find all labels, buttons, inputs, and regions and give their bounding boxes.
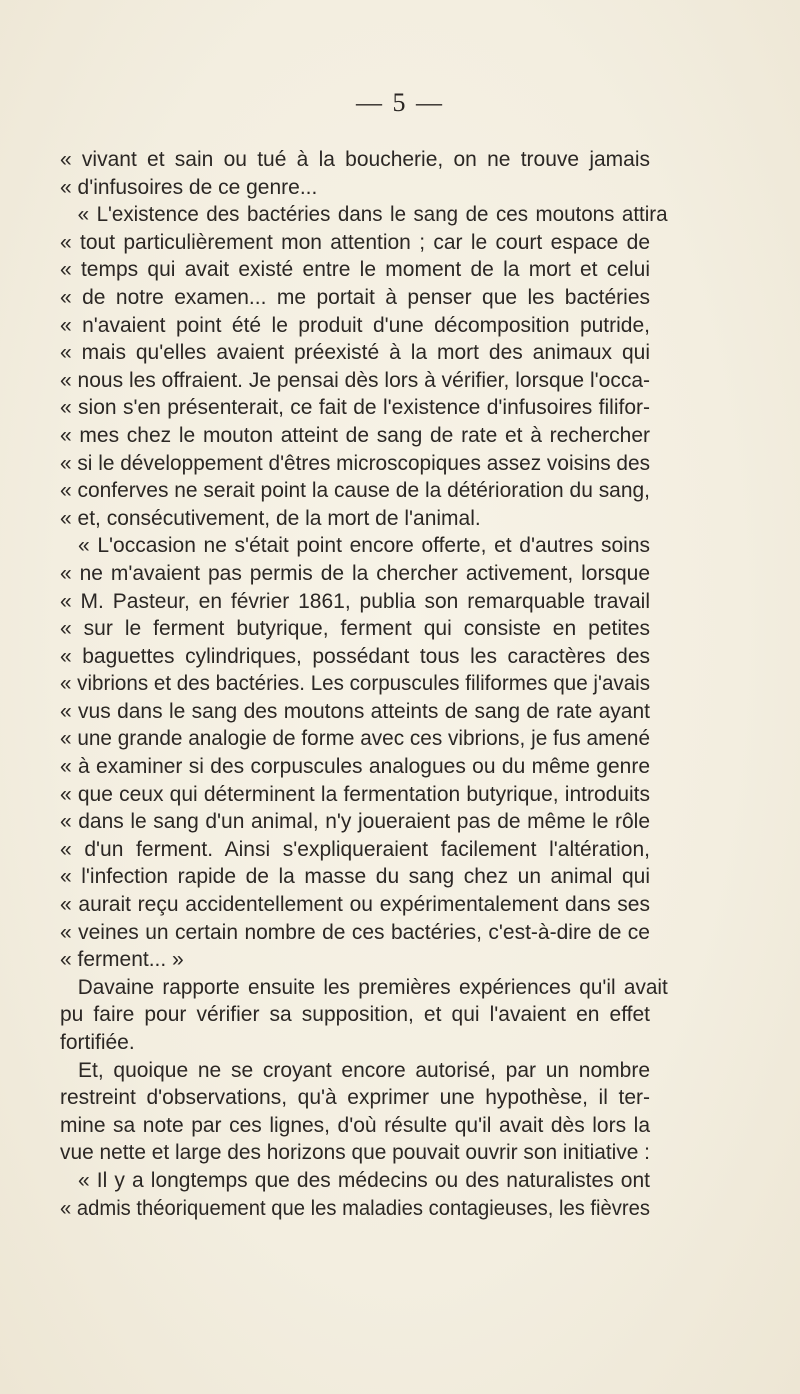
text-line: « mais qu'elles avaient préexisté à la mort des animaux qui — [60, 341, 650, 365]
text-line: « temps qui avait existé entre le moment de la mort et celui — [60, 258, 650, 282]
text-line: « sur le ferment butyrique, ferment qui consiste en petites — [60, 617, 650, 641]
text-line: « ne m'avaient pas permis de la chercher activement, lorsque — [60, 561, 650, 585]
text-line: vue nette et large des horizons que pouvait ouvrir son initiative : — [60, 1141, 650, 1165]
text-line: restreint d'observations, qu'à exprimer une hypothèse, il ter- — [60, 1086, 650, 1110]
text-line: « tout particulièrement mon attention ; car le court espace de — [60, 230, 650, 254]
text-line: « L'existence des bactéries dans le sang de ces moutons attira — [77, 203, 668, 227]
text-line: pu faire pour vérifier sa supposition, et qui l'avaient en effet — [60, 1003, 650, 1027]
text-line: « que ceux qui déterminent la fermentation butyrique, introduits — [60, 782, 650, 806]
text-line: « n'avaient point été le produit d'une décomposition putride, — [60, 313, 650, 337]
text-line: Davaine rapporte ensuite les premières expériences qu'il avait — [77, 975, 668, 999]
text-line: « dans le sang d'un animal, n'y joueraient pas de même le rôle — [60, 810, 650, 834]
text-line: fortifiée. — [60, 1031, 135, 1054]
text-line: « d'infusoires de ce genre... — [60, 175, 318, 199]
text-line: « veines un certain nombre de ces bactéries, c'est-à-dire de ce — [60, 920, 650, 944]
text-line: « conferves ne serait point la cause de la détérioration du sang, — [60, 479, 651, 503]
text-line: « vibrions et des bactéries. Les corpuscules filiformes que j'avais — [60, 672, 651, 696]
text-line: « vus dans le sang des moutons atteints de sang de rate ayant — [60, 699, 650, 723]
text-line: « vivant et sain ou tué à la boucherie, on ne trouve jamais — [60, 148, 650, 171]
text-line: « ferment... » — [60, 948, 184, 972]
text-line: mine sa note par ces lignes, d'où résulte qu'il avait dès lors la — [60, 1113, 650, 1137]
text-line: « Il y a longtemps que des médecins ou des naturalistes ont — [78, 1168, 650, 1192]
text-line: « d'un ferment. Ainsi s'expliqueraient facilement l'altération, — [60, 837, 650, 861]
text-line: « admis théoriquement que les maladies contagieuses, les fièvres — [60, 1196, 650, 1220]
text-line: « aurait reçu accidentellement ou expérimentalement dans ses — [60, 893, 650, 917]
text-line: « de notre examen... me portait à penser que les bactéries — [60, 285, 650, 309]
text-line: « mes chez le mouton atteint de sang de rate et à rechercher — [60, 423, 650, 447]
text-line: « à examiner si des corpuscules analogues ou du même genre — [60, 755, 650, 779]
text-line: « L'occasion ne s'était point encore offerte, et d'autres soins — [78, 534, 650, 558]
page-number: — 5 — — [356, 88, 444, 117]
text-line: Et, quoique ne se croyant encore autorisé, par un nombre — [78, 1058, 650, 1082]
text-line: « si le développement d'êtres microscopiques assez voisins des — [60, 451, 651, 475]
text-line: « l'infection rapide de la masse du sang chez un animal qui — [60, 865, 650, 889]
body-text — [60, 146, 668, 1222]
text-line: « sion s'en présenterait, ce fait de l'existence d'infusoires filifor- — [60, 396, 650, 420]
text-line: « et, consécutivement, de la mort de l'animal. — [60, 506, 481, 530]
text-line: « M. Pasteur, en février 1861, publia son remarquable travail — [60, 589, 650, 613]
text-line: « nous les offraient. Je pensai dès lors à vérifier, lorsque l'occa- — [60, 368, 650, 392]
text-line: « baguettes cylindriques, possédant tous les caractères des — [60, 644, 650, 668]
text-line: « une grande analogie de forme avec ces vibrions, je fus amené — [60, 727, 651, 751]
